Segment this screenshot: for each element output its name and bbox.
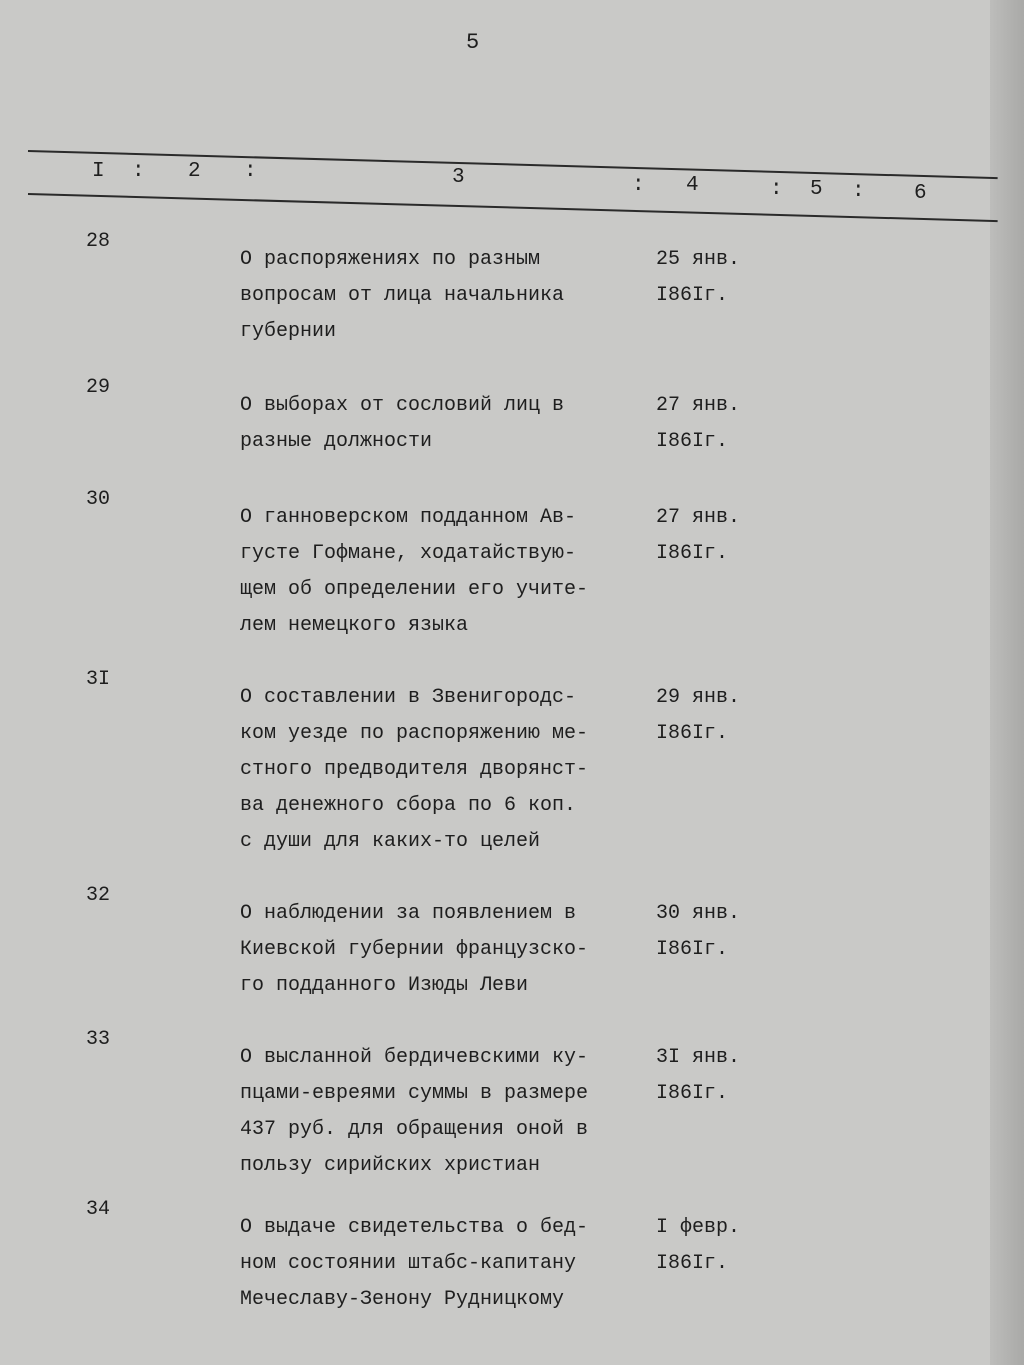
description-line: Киевской губернии французско-: [240, 938, 589, 961]
entry-description: [240, 896, 588, 1004]
column-1: I: [92, 160, 105, 183]
description-line: ном состоянии штабс-капитану: [240, 1252, 577, 1275]
date-line: I86Iг.: [656, 430, 729, 453]
entry-number: 28: [86, 230, 111, 253]
column-6: 6: [914, 182, 927, 205]
entry-description: [240, 500, 588, 644]
description-line: О распоряжениях по разным: [240, 248, 541, 271]
entry-description: [240, 1210, 588, 1318]
description-line: щем об определении его учите-: [240, 578, 589, 601]
date-line: 30 янв.: [656, 902, 741, 925]
date-line: 25 янв.: [656, 248, 741, 271]
description-line: го подданного Изюды Леви: [240, 974, 529, 997]
entry-number: 29: [86, 376, 111, 399]
entry-description: [240, 680, 588, 860]
description-line: О высланной бердичевскими ку-: [240, 1046, 589, 1069]
column-3: 3: [452, 166, 465, 189]
date-line: 27 янв.: [656, 506, 741, 529]
description-line: ком уезде по распоряжению ме-: [240, 722, 589, 745]
header-rule-top: [28, 150, 998, 179]
entry-description: [240, 242, 564, 350]
entry-description: [240, 388, 564, 460]
date-line: I86Iг.: [656, 722, 729, 745]
entry-date: [656, 500, 740, 572]
description-line: лем немецкого языка: [240, 614, 469, 637]
date-line: I86Iг.: [656, 938, 729, 961]
date-line: 29 янв.: [656, 686, 741, 709]
entry-number: 34: [86, 1198, 111, 1221]
description-line: пользу сирийских христиан: [240, 1154, 541, 1177]
date-line: I февр.: [656, 1216, 741, 1239]
entry-date: [656, 896, 740, 968]
entry-number: 30: [86, 488, 111, 511]
entry-number: 33: [86, 1028, 111, 1051]
entry-date: [656, 680, 740, 752]
description-line: с души для каких-то целей: [240, 830, 541, 853]
description-line: губернии: [240, 320, 337, 343]
description-line: О ганноверском подданном Ав-: [240, 506, 577, 529]
entry-date: [656, 1210, 740, 1282]
date-line: 27 янв.: [656, 394, 741, 417]
description-line: О наблюдении за появлением в: [240, 902, 577, 925]
page-edge: [990, 0, 1024, 1365]
description-line: вопросам от лица начальника: [240, 284, 565, 307]
separator: :: [244, 160, 257, 183]
date-line: I86Iг.: [656, 1082, 729, 1105]
date-line: I86Iг.: [656, 542, 729, 565]
date-line: I86Iг.: [656, 284, 729, 307]
separator: :: [770, 178, 783, 201]
description-line: разные должности: [240, 430, 433, 453]
date-line: 3I янв.: [656, 1046, 741, 1069]
separator: :: [852, 180, 865, 203]
column-2: 2: [188, 160, 201, 183]
entry-date: [656, 242, 740, 314]
entry-date: [656, 388, 740, 460]
description-line: О выдаче свидетельства о бед-: [240, 1216, 589, 1239]
date-line: I86Iг.: [656, 1252, 729, 1275]
description-line: 437 руб. для обращения оной в: [240, 1118, 589, 1141]
description-line: О выборах от сословий лиц в: [240, 394, 565, 417]
entry-number: 32: [86, 884, 111, 907]
separator: :: [132, 160, 145, 183]
entry-date: [656, 1040, 740, 1112]
entry-description: [240, 1040, 588, 1184]
entry-number: 3I: [86, 668, 111, 691]
description-line: ва денежного сбора по 6 коп.: [240, 794, 577, 817]
description-line: густе Гофмане, ходатайствую-: [240, 542, 577, 565]
page-number: 5: [466, 30, 480, 55]
column-5: 5: [810, 178, 823, 201]
description-line: пцами-евреями суммы в размере: [240, 1082, 589, 1105]
separator: :: [632, 174, 645, 197]
column-4: 4: [686, 174, 699, 197]
description-line: Мечеславу-Зенону Рудницкому: [240, 1288, 565, 1311]
description-line: стного предводителя дворянст-: [240, 758, 589, 781]
description-line: О составлении в Звенигородс-: [240, 686, 577, 709]
